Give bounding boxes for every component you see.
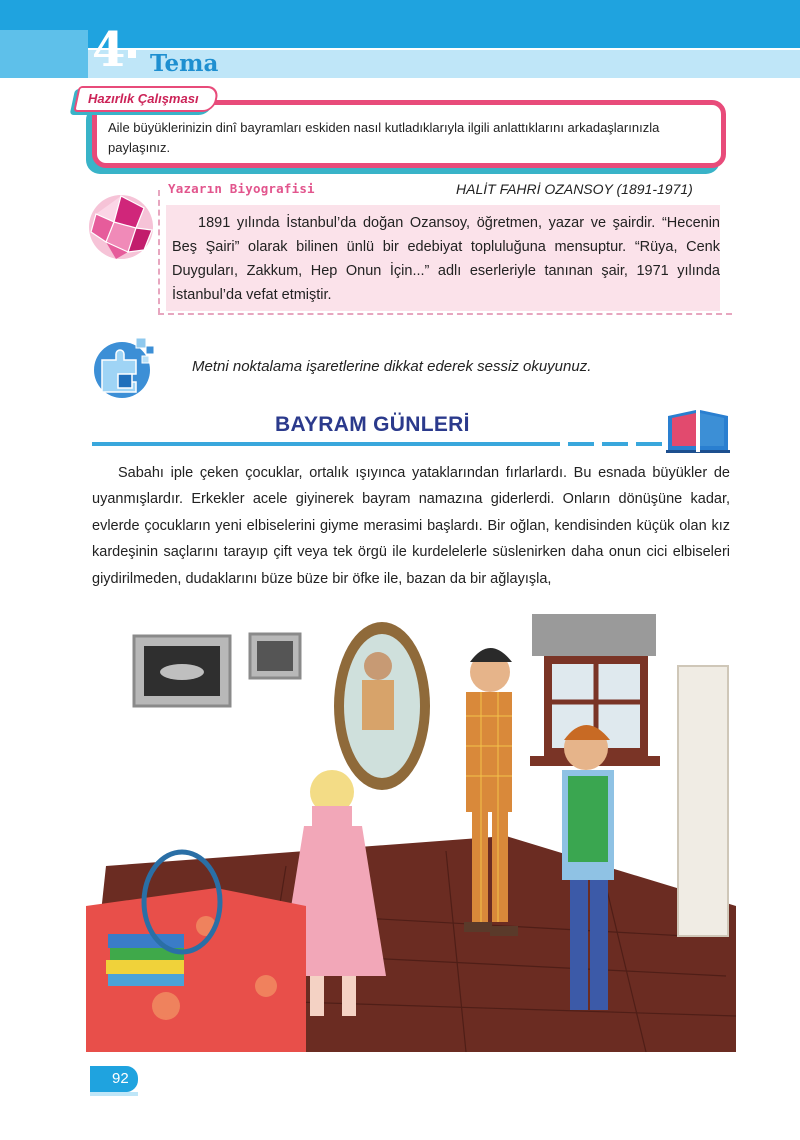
geodesic-sphere-icon [86, 192, 156, 262]
bayram-illustration [86, 606, 736, 1052]
story-text: Sabahı iple çeken çocuklar, ortalık ışıyınca yataklarından fırlarlardı. Bu esnada büyükler de uyanmışlardır. Erkekler acele giyinerek bayram namazına giderlerdi. Onların dönüşüne kadar, evlerde çocukların yeni elbiselerini giyme merasimi başlardı. Bir oğlan, kendisinden küçük olan kız kardeşinin saçlarını tarayıp çift veya tek örgü ile kurdelelerle süslenirken daha onun cici elbiseleri giydirilmeden, dudaklarını büze büze bir öfke ile, bazan da bir ağlayışla, [92, 465, 730, 587]
title-underline [92, 442, 560, 446]
preparation-text: Aile büyüklerinizin dinî bayramları eskiden nasıl kutladıklarıyla ilgili anlattıklarını arkadaşlarınızla paylaşınız. [108, 120, 660, 155]
title-dash-2 [602, 442, 628, 446]
section-title: BAYRAM GÜNLERİ [275, 413, 470, 436]
title-dash-3 [636, 442, 662, 446]
biography-author: HALİT FAHRİ OZANSOY (1891-1971) [456, 181, 693, 197]
biography-dashed-border [158, 190, 160, 314]
title-dash-1 [568, 442, 594, 446]
biography-text: 1891 yılında İstanbul’da doğan Ozansoy, öğretmen, yazar ve şairdir. “Hecenin Beş Şairi” olarak bilinen ünlü bir edebiyat topluluğuna mensuptur. “Rüya, Cenk Duyguları, Zakkum, Hep Onun İçin...” adlı eserleriyle tanınan şair, 1971 yılında İstanbul’da vefat etmiştir. [172, 215, 720, 303]
preparation-label: Hazırlık Çalışması [88, 91, 199, 106]
reading-instruction: Metni noktalama işaretlerine dikkat ederek sessiz okuyunuz. [192, 358, 592, 375]
biography-label: Yazarın Biyografisi [168, 181, 315, 196]
theme-number-dot [128, 50, 136, 58]
theme-label: Tema [150, 50, 219, 77]
preparation-tag [73, 86, 219, 112]
puzzle-globe-icon [88, 330, 160, 402]
header-tab [0, 30, 88, 78]
page-number: 92 [112, 1070, 129, 1087]
theme-number: 4 [92, 22, 126, 78]
open-book-icon [664, 406, 732, 454]
biography-dashed-bottom [158, 313, 732, 315]
page-number-stripe [90, 1092, 138, 1096]
